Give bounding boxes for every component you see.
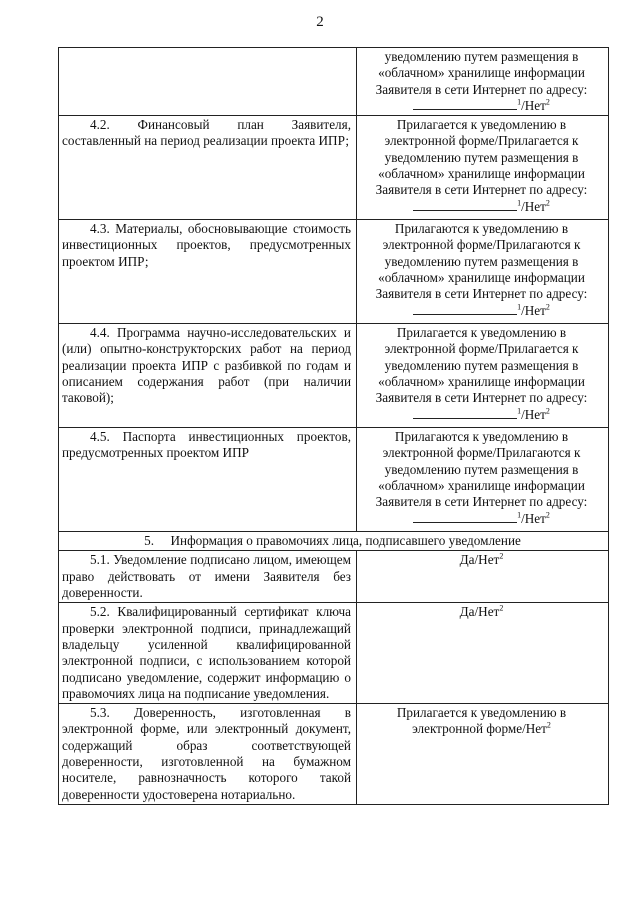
cell-text: Да/Нет (459, 604, 500, 620)
address-blank (413, 303, 517, 315)
cell-text: Прилагается к уведомлению в электронной форме/Нет (396, 705, 567, 737)
cell-text: Да/Нет (459, 552, 500, 568)
left-cell: 4.2. Финансовый план Заявителя, составленный на период реализации проекта ИПР; (59, 116, 357, 220)
footnote-mark: 1 (517, 406, 522, 416)
footnote-mark: 2 (499, 603, 504, 613)
cell-text: уведомлению путем размещения в «облачном» хранилище информации Заявителя в сети Интернет по адресу: (375, 49, 588, 97)
address-blank (413, 511, 517, 523)
address-blank (413, 407, 517, 419)
left-cell: 4.4. Программа научно-исследовательских и (или) опытно-конструкторских работ на период реализации проекта ИПР с разбивкой по годам и описанием содержания работ (при наличии таковой); (59, 324, 357, 428)
footnote-mark: 2 (545, 97, 550, 107)
footnote-mark: 2 (499, 552, 504, 562)
table-row-4-3 (59, 220, 609, 324)
right-cell (357, 704, 609, 805)
left-cell: 5.1. Уведомление подписано лицом, имеющем право действовать от имени Заявителя без доверенности. (59, 551, 357, 603)
left-cell: 5.2. Квалифицированный сертификат ключа проверки электронной подписи, принадлежащий владельцу усиленной квалифицированной электронной подписи, с использованием которой подписано уведомление, содержит информацию о правомочиях лица на подписание уведомления. (59, 603, 357, 704)
left-cell: 5.3. Доверенность, изготовленная в электронной форме, или электронный документ, содержащий образ соответствующей доверенности, изготовленной на бумажном носителе, равнозначность которого такой доверенности удостоверена нотариально. (59, 704, 357, 805)
section-title: 5. Информация о правомочиях лица, подписавшего уведомление (59, 532, 609, 551)
cell-text: Прилагается к уведомлению в электронной форме/Прилагается к уведомлению путем размещения в «облачном» хранилище информации Заявителя в сети Интернет по адресу: (375, 325, 588, 406)
address-blank (413, 199, 517, 211)
footnote-mark: 2 (545, 302, 550, 312)
cell-suffix: /Нет (521, 302, 546, 318)
right-cell (357, 428, 609, 532)
footnote-mark: 1 (517, 302, 522, 312)
footnote-mark: 1 (517, 97, 522, 107)
right-cell (357, 324, 609, 428)
cell-suffix: /Нет (521, 406, 546, 422)
footnote-mark: 2 (545, 198, 550, 208)
right-cell (357, 603, 609, 704)
cell-text: Прилагается к уведомлению в электронной форме/Прилагается к уведомлению путем размещения в «облачном» хранилище информации Заявителя в сети Интернет по адресу: (375, 117, 588, 198)
footnote-mark: 2 (545, 510, 550, 520)
footnote-mark: 2 (546, 721, 551, 731)
table-row-continuation (59, 48, 609, 116)
table-row-4-2 (59, 116, 609, 220)
left-cell: 4.5. Паспорта инвестиционных проектов, предусмотренных проектом ИПР (59, 428, 357, 532)
table-row-4-4 (59, 324, 609, 428)
section-5-header-row (59, 532, 609, 551)
page-number: 2 (316, 14, 324, 30)
empty-left-cell (59, 48, 357, 116)
right-cell (357, 551, 609, 603)
table-row-4-5 (59, 428, 609, 532)
right-cell (357, 116, 609, 220)
right-cell (357, 48, 609, 116)
right-cell (357, 220, 609, 324)
footnote-mark: 1 (517, 510, 522, 520)
table-row-5-3 (59, 704, 609, 805)
cell-text: Прилагаются к уведомлению в электронной форме/Прилагаются к уведомлению путем размещения в «облачном» хранилище информации Заявителя в сети Интернет по адресу: (375, 221, 588, 302)
footnote-mark: 2 (545, 406, 550, 416)
requirements-table (58, 47, 609, 805)
left-cell: 4.3. Материалы, обосновывающие стоимость инвестиционных проектов, предусмотренных проектом ИПР; (59, 220, 357, 324)
table-row-5-2 (59, 603, 609, 704)
address-blank (413, 98, 517, 110)
cell-text: Прилагаются к уведомлению в электронной форме/Прилагаются к уведомлению путем размещения в «облачном» хранилище информации Заявителя в сети Интернет по адресу: (375, 429, 588, 510)
cell-suffix: /Нет (521, 510, 546, 526)
cell-suffix: /Нет (521, 198, 546, 214)
cell-suffix: /Нет (521, 97, 546, 113)
footnote-mark: 1 (517, 198, 522, 208)
table-row-5-1 (59, 551, 609, 603)
